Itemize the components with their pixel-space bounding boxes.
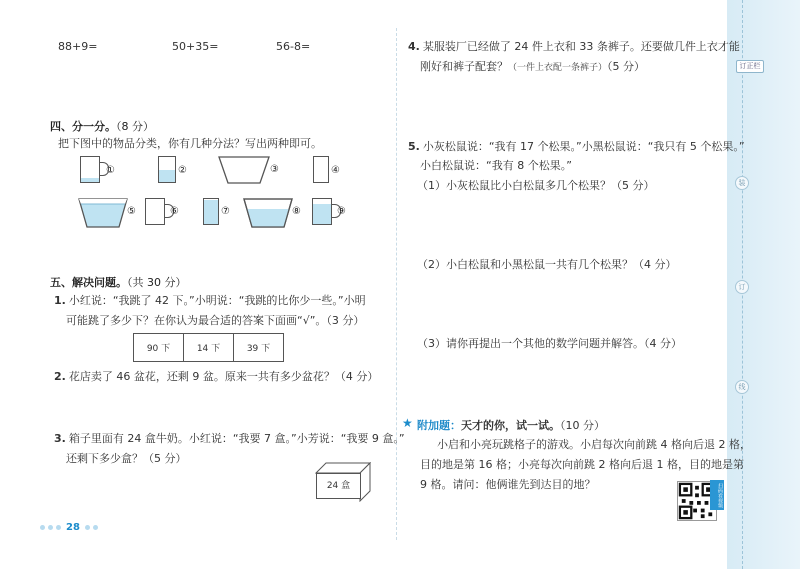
section5-heading <box>50 274 187 290</box>
question-1-line1 <box>54 294 366 308</box>
dot-icon <box>93 525 98 530</box>
dot-icon <box>40 525 45 530</box>
question-2 <box>54 370 378 384</box>
label-8: ⑧ <box>292 206 301 217</box>
section4-points: （8 分） <box>116 120 154 133</box>
question-4-note: （一件上衣配一条裤子） <box>508 63 608 73</box>
choice-cell-2[interactable]: 14 下 <box>184 334 234 362</box>
star-icon: ★ <box>402 416 413 430</box>
question-5-sub1: （1）小灰松鼠比小白松鼠多几个松果？（5 分） <box>417 179 655 192</box>
question-5-sub2: （2）小白松鼠和小黑松鼠一共有几个松果？（4 分） <box>417 258 677 271</box>
question-2-number: 2. <box>54 370 66 383</box>
label-1: ① <box>106 165 115 176</box>
label-4: ④ <box>331 165 340 176</box>
object-bowl-8 <box>243 198 293 228</box>
page-divider <box>396 28 397 540</box>
question-3-line2: 还剩下多少盒？（5 分） <box>66 452 187 465</box>
object-bowl-3 <box>218 156 270 184</box>
question-4-text1: 某服装厂已经做了 24 件上衣和 33 条裤子。还要做几件上衣才能 <box>422 40 740 53</box>
dot-icon <box>85 525 90 530</box>
choice-cell-1[interactable]: 90 下 <box>134 334 184 362</box>
label-3: ③ <box>270 164 279 175</box>
question-3-text1: 箱子里面有 24 盒牛奶。小红说：“我要 7 盒。”小芳说：“我要 9 盒。” <box>68 432 405 445</box>
bonus-line-1: 小启和小亮玩跳格子的游戏。小启每次向前跳 4 格向后退 2 格， <box>437 438 751 451</box>
question-1-number: 1. <box>54 294 66 307</box>
section5-title: 五、解决问题。 <box>50 276 127 289</box>
milk-box-label: 24 盒 <box>316 473 361 499</box>
question-3-number: 3. <box>54 432 66 445</box>
label-6: ⑥ <box>170 206 179 217</box>
label-2: ② <box>178 165 187 176</box>
dot-icon <box>56 525 61 530</box>
question-1-text1: 小红说：“我跳了 42 下。”小明说：“我跳的比你少一些。”小明 <box>68 294 366 307</box>
question-1-line2: 可能跳了多少下？在你认为最合适的答案下面画“√”。（3 分） <box>66 314 365 327</box>
choice-table <box>133 333 284 362</box>
choice-cell-3[interactable]: 39 下 <box>234 334 284 362</box>
calc-3: 56-8= <box>276 40 311 53</box>
qr-tag: 扫码看视频 <box>710 480 724 510</box>
question-5-sub3: （3）请你再提出一个其他的数学问题并解答。（4 分） <box>417 337 682 350</box>
calc-2: 50+35= <box>172 40 219 53</box>
calc-1: 88+9= <box>58 40 98 53</box>
bonus-points: （10 分） <box>560 419 605 432</box>
bonus-line-3: 9 格。请问：他俩谁先到达目的地？ <box>420 478 596 491</box>
object-glass-7 <box>203 198 221 228</box>
object-glass-4 <box>313 156 331 186</box>
binding-hole-3: 线 <box>735 380 749 394</box>
bonus-heading <box>417 417 605 433</box>
label-5: ⑤ <box>127 206 136 217</box>
binding-hole-1: 装 <box>735 176 749 190</box>
bonus-label: 附加题： <box>417 419 461 432</box>
bonus-line-2: 目的地是第 16 格；小亮每次向前跳 2 格向后退 1 格，目的地是第 <box>420 458 744 471</box>
label-9: ⑨ <box>337 206 346 217</box>
question-5-line2: 小白松鼠说：“我有 8 个松果。” <box>420 159 572 172</box>
binding-hole-2: 订 <box>735 280 749 294</box>
label-7: ⑦ <box>221 206 230 217</box>
object-glass-2 <box>158 156 178 186</box>
question-4-line1 <box>408 40 740 54</box>
question-4-points: （5 分） <box>607 60 646 73</box>
bonus-title: 天才的你，试一试。 <box>461 419 560 432</box>
section4-instruction: 把下图中的物品分类，你有几种分法？写出两种即可。 <box>58 137 322 150</box>
section4-heading <box>50 118 154 134</box>
question-4-number: 4. <box>408 40 420 53</box>
question-4-text2: 刚好和裤子配套？ <box>420 60 508 73</box>
question-3-line1 <box>54 432 405 446</box>
question-2-text: 花店卖了 46 盆花，还剩 9 盆。原来一共有多少盆花？（4 分） <box>68 370 379 383</box>
question-5-line1 <box>408 140 745 154</box>
question-5-text1: 小灰松鼠说：“我有 17 个松果。”小黑松鼠说：“我只有 5 个松果。” <box>422 140 745 153</box>
question-5-number: 5. <box>408 140 420 153</box>
page-number-row <box>40 522 98 533</box>
page-number: 28 <box>66 522 80 533</box>
question-4-line2 <box>420 60 645 75</box>
section5-points: （共 30 分） <box>127 276 187 289</box>
dot-icon <box>48 525 53 530</box>
section4-title: 四、分一分。 <box>50 120 116 133</box>
correction-tab: 订正栏 <box>736 60 764 73</box>
object-bowl-5 <box>78 198 128 228</box>
